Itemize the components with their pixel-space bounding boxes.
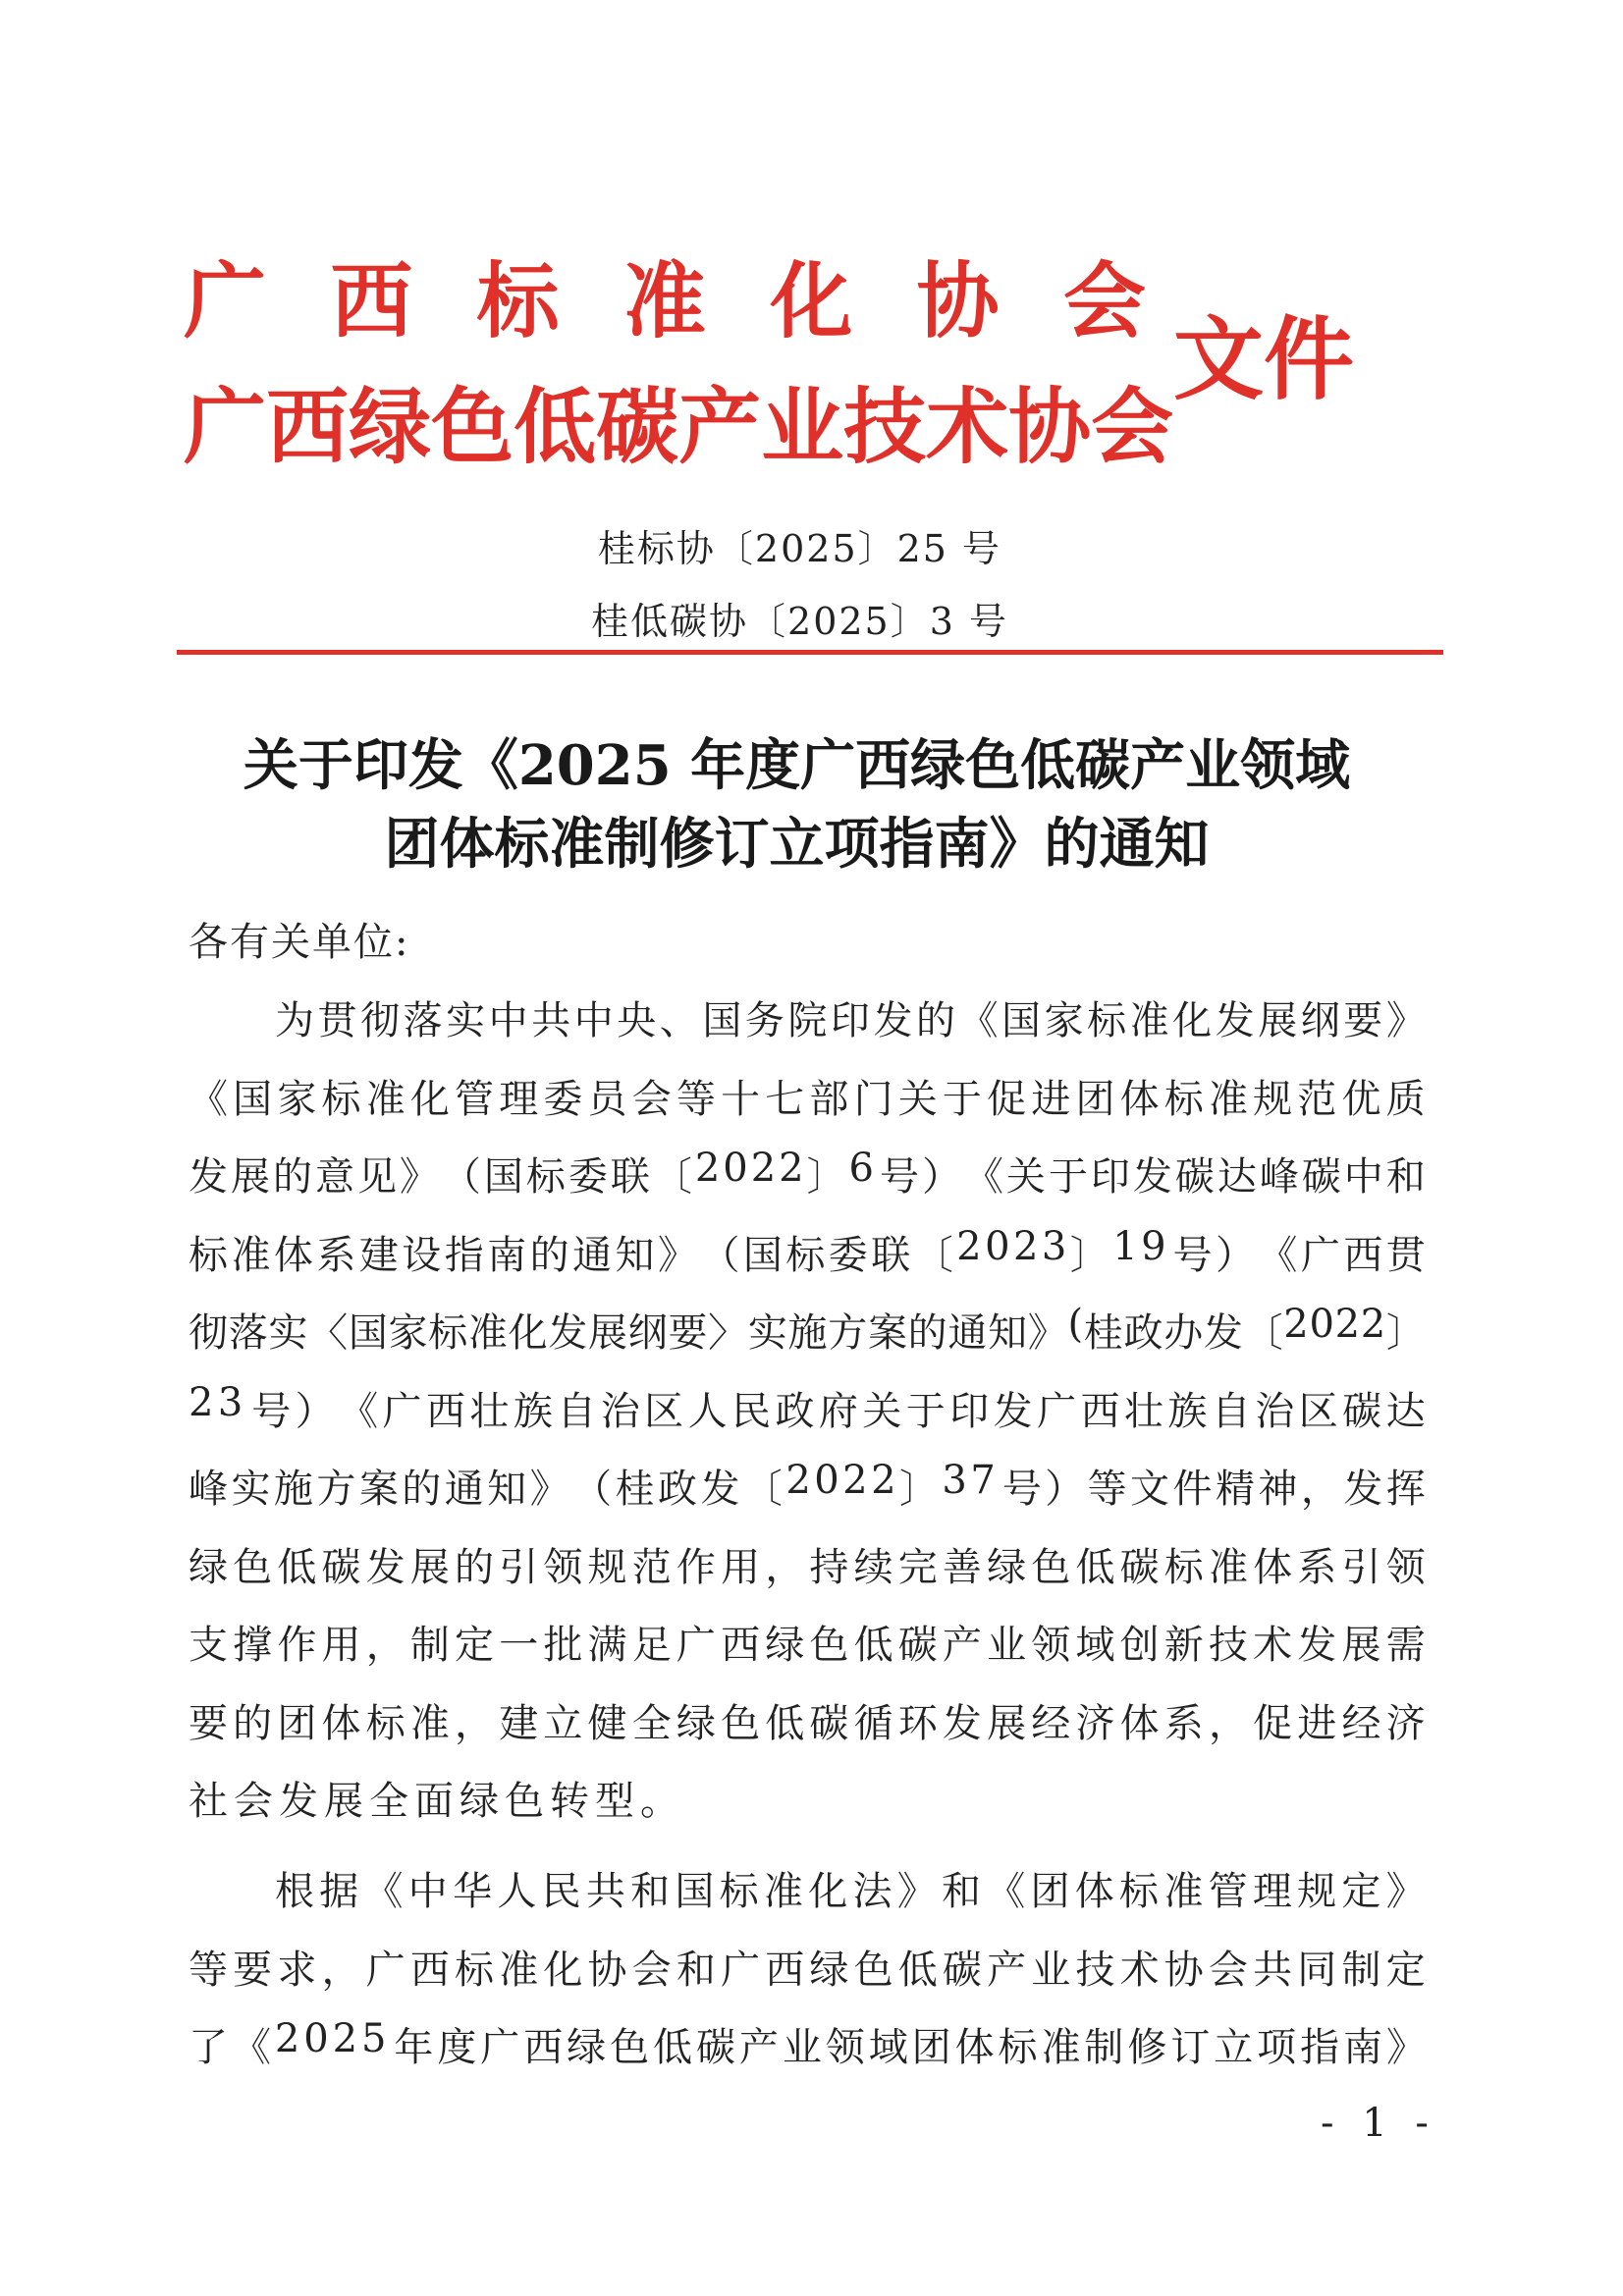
body-text-line: 《 国 家 标 准 化 管 理 委 员 会 等 十 七 部 门 关 于 促 进 团 体 标 准 规 范 优 质 [189,1076,1426,1122]
body-text-line: 要 的 团 体 标 准 ， 建 立 健 全 绿 色 低 碳 循 环 发 展 经 济 体 系 ， 促 进 经 济 [189,1700,1426,1746]
body-text-line: 支 撑 作 用 ， 制 定 一 批 满 足 广 西 绿 色 低 碳 产 业 领 域 创 新 技 术 发 展 需 [189,1623,1426,1668]
red-separator-line [177,650,1443,655]
document-number-2: 桂低碳协〔2025〕3 号 [591,600,1008,643]
body-text-line: 社会发展全面绿色转型。 [189,1779,685,1824]
body-text-line: 根 据 《 中 华 人 民 共 和 国 标 准 化 法 》 和 《 团 体 标 准 管 理 规 定 》 [275,1869,1426,1914]
body-text-line: 了 《 2 0 2 5 年 度 广 西 绿 色 低 碳 产 业 领 域 团 体 标 准 制 修 订 立 项 指 南 》 [189,2016,1426,2070]
document-title-line-1: 关于印发《2025 年度广西绿色低碳产业领域 [243,733,1351,798]
body-text-line: 峰 实 施 方 案 的 通 知 》 （ 桂 政 发 〔 2 0 2 2 〕 3 7 号 ） 等 文 件 精 神 ， 发 挥 [189,1458,1426,1512]
page-number: - 1 - [1321,2101,1436,2146]
document-number-1: 桂标协〔2025〕25 号 [597,527,1002,570]
body-text-line: 2 3 号 ） 《 广 西 壮 族 自 治 区 人 民 政 府 关 于 印 发 广 西 壮 族 自 治 区 碳 达 [189,1379,1426,1434]
document-type-label: 文件 [1173,306,1355,412]
issuer-name-1: 广 西 标 准 化 协 会 [184,252,1146,349]
body-text-line: 等 要 求 ， 广 西 标 准 化 协 会 和 广 西 绿 色 低 碳 产 业 技 术 协 会 共 同 制 定 [189,1947,1426,1993]
body-text-line: 绿 色 低 碳 发 展 的 引 领 规 范 作 用 ， 持 续 完 善 绿 色 低 碳 标 准 体 系 引 领 [189,1544,1426,1590]
document-title-line-2: 团体标准制修订立项指南》的通知 [384,812,1210,877]
salutation: 各有关单位: [189,920,410,965]
body-text-line: 发 展 的 意 见 》 （ 国 标 委 联 〔 2 0 2 2 〕 6 号 ） 《 关 于 印 发 碳 达 峰 碳 中 和 [189,1146,1426,1200]
body-text-line: 标 准 体 系 建 设 指 南 的 通 知 》 （ 国 标 委 联 〔 2 0 2 3 〕 1 9 号 ） 《 广 西 贯 [189,1223,1426,1278]
body-text-line: 彻 落 实 〈 国 家 标 准 化 发 展 纲 要 〉 实 施 方 案 的 通 知 》 ( 桂 政 办 发 〔 2 0 2 2 〕 [189,1302,1426,1356]
body-text-line: 为 贯 彻 落 实 中 共 中 央 、 国 务 院 印 发 的 《 国 家 标 准 化 发 展 纲 要 》 [275,998,1426,1043]
issuer-name-2: 广 西 绿 色 低 碳 产 业 技 术 协 会 [184,378,1174,475]
